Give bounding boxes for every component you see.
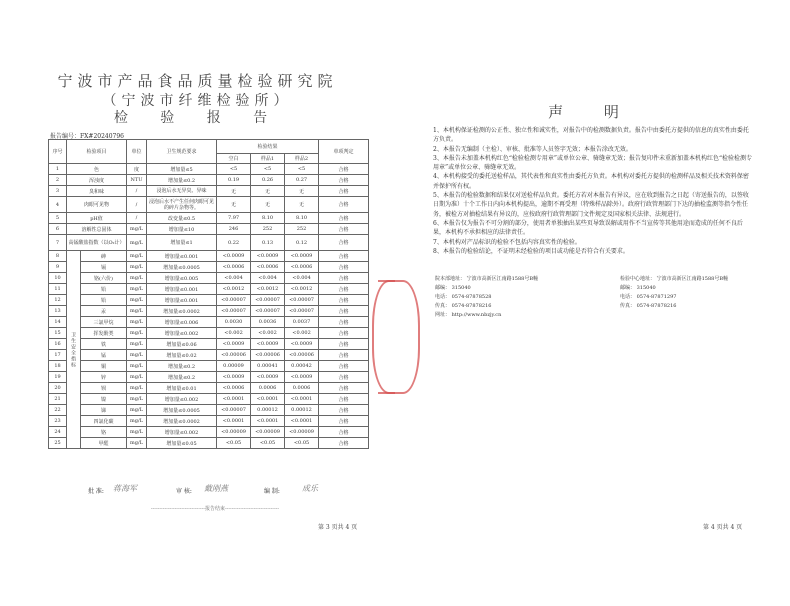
row-sample1: 0.00041 (251, 361, 285, 372)
row-blank: <0.00007 (217, 405, 251, 416)
table-row (49, 262, 369, 273)
row-blank: <0.0009 (217, 251, 251, 262)
table-row (49, 197, 369, 213)
row-limit: 改变量≤0.5 (147, 213, 217, 224)
contact-line: 网址： http://www.nbzjy.cn (435, 312, 502, 318)
row-sample1: <0.0012 (251, 284, 285, 295)
row-item: 汞 (81, 306, 127, 317)
row-unit: mg/L (127, 427, 147, 438)
row-limit: 增加量≤0.001 (147, 295, 217, 306)
row-seq: 9 (49, 262, 67, 273)
row-judge: 合格 (319, 197, 369, 213)
row-judge: 合格 (319, 328, 369, 339)
row-judge: 合格 (319, 175, 369, 186)
row-unit: 度 (127, 164, 147, 175)
row-seq: 6 (49, 224, 67, 235)
table-row (49, 350, 369, 361)
row-seq: 15 (49, 328, 67, 339)
header-blank: 空白 (217, 154, 251, 164)
row-limit: 浸泡后水无异臭、异味 (147, 186, 217, 197)
row-blank: <0.0009 (217, 339, 251, 350)
row-unit: mg/L (127, 372, 147, 383)
row-item: 臭和味 (67, 186, 127, 197)
row-seq: 7 (49, 235, 67, 251)
row-seq: 10 (49, 273, 67, 284)
row-sample2: <0.0012 (285, 284, 319, 295)
row-judge: 合格 (319, 284, 369, 295)
table-row (49, 328, 369, 339)
row-unit: mg/L (127, 383, 147, 394)
row-seq: 3 (49, 186, 67, 197)
table-row (49, 251, 369, 262)
contact-hq (435, 275, 538, 320)
row-blank: <0.00007 (217, 295, 251, 306)
row-limit: 增加量≤0.0002 (147, 416, 217, 427)
row-unit: mg/L (127, 295, 147, 306)
header-judge: 单项判定 (319, 140, 369, 164)
row-blank: 无 (217, 197, 251, 213)
prepare-signature: 成乐 (302, 484, 318, 493)
row-sample1: 8.10 (251, 213, 285, 224)
row-limit: 增加量≤0.002 (147, 394, 217, 405)
review-signature: 戴刚燕 (204, 484, 228, 493)
row-seq: 23 (49, 416, 67, 427)
row-unit: mg/L (127, 350, 147, 361)
row-unit: mg/L (127, 284, 147, 295)
contact-line: 检验中心地址： 宁波市高新区江南路1588号B幢 (620, 276, 728, 282)
row-unit: NTU (127, 175, 147, 186)
row-judge: 合格 (319, 372, 369, 383)
table-row (49, 394, 369, 405)
row-sample1: <0.0009 (251, 372, 285, 383)
row-limit: 增加量≤0.001 (147, 251, 217, 262)
row-judge: 合格 (319, 350, 369, 361)
declaration-item: 8、本报告的检验结论，不证明未经检验的项目或功能是否符合有关要求。 (433, 247, 629, 255)
approve-label: 批 准: (88, 488, 104, 495)
row-item: 铜 (81, 361, 127, 372)
table-row (49, 416, 369, 427)
row-unit: mg/L (127, 339, 147, 350)
row-sample1: 无 (251, 197, 285, 213)
row-item: 高锰酸盐指数（以O₂计） (67, 235, 127, 251)
row-limit: 增加量≤0.001 (147, 284, 217, 295)
row-seq: 14 (49, 317, 67, 328)
table-row (49, 224, 369, 235)
row-unit: mg/L (127, 262, 147, 273)
row-item: 肉眼可见物 (67, 197, 127, 213)
row-sample2: 0.12 (285, 235, 319, 251)
contact-line: 电话： 0574-87871297 (620, 294, 677, 300)
inspection-table-body (49, 164, 369, 449)
row-sample1: <0.0001 (251, 416, 285, 427)
table-row (49, 295, 369, 306)
row-item: 镉 (81, 262, 127, 273)
row-blank: <0.0001 (217, 394, 251, 405)
row-judge: 合格 (319, 361, 369, 372)
declaration-item: 1、本机构保证检测的公正性、独立性和诚实性，对报告中的检测数据负责。报告中由委托方提供的信息的真实性由委托方负责。 (433, 127, 749, 144)
declaration-item: 4、本机构接受的委托送检样品，其代表性和真实性由委托方负责。本机构对委托方提供的检测样品及相关技术资料保密并保护所有权。 (433, 173, 749, 190)
contact-line: 院本部地址： 宁波市高新区江南路1588号B幢 (435, 276, 538, 282)
row-unit: mg/L (127, 438, 147, 449)
row-blank: <0.00006 (217, 350, 251, 361)
declaration-title: 声 明 (548, 103, 637, 121)
header-item: 检验项目 (67, 140, 127, 164)
row-blank: 0.22 (217, 235, 251, 251)
row-judge: 合格 (319, 186, 369, 197)
row-blank: <0.0001 (217, 416, 251, 427)
row-judge: 合格 (319, 224, 369, 235)
row-sample2: <0.004 (285, 273, 319, 284)
table-row (49, 235, 369, 251)
institute-alt-name: （宁波市纤维检验所） (102, 93, 293, 109)
row-seq: 8 (49, 251, 67, 262)
row-blank: 0.0030 (217, 317, 251, 328)
row-limit: 增加量≤0.002 (147, 328, 217, 339)
row-blank: 246 (217, 224, 251, 235)
row-sample2: 无 (285, 197, 319, 213)
row-sample2: 252 (285, 224, 319, 235)
row-limit: 增加量≤0.01 (147, 383, 217, 394)
row-seq: 17 (49, 350, 67, 361)
row-judge: 合格 (319, 438, 369, 449)
row-unit: mg/L (127, 361, 147, 372)
row-unit: mg/L (127, 251, 147, 262)
row-blank: <0.0012 (217, 284, 251, 295)
row-sample2: 无 (285, 186, 319, 197)
row-sample2: <0.0009 (285, 372, 319, 383)
row-item: 锰 (81, 350, 127, 361)
row-seq: 18 (49, 361, 67, 372)
row-limit: 增加量≤0.002 (147, 427, 217, 438)
table-row (49, 186, 369, 197)
institute-name: 宁波市产品食品质量检验研究院 (57, 72, 338, 90)
row-limit: 增加量≤0.0005 (147, 405, 217, 416)
contact-line: 邮编： 315040 (620, 285, 656, 291)
row-sample1: 0.0036 (251, 317, 285, 328)
row-sample1: <0.00007 (251, 306, 285, 317)
table-row (49, 383, 369, 394)
row-unit: / (127, 197, 147, 213)
row-seq: 20 (49, 383, 67, 394)
declaration-list (433, 126, 753, 256)
row-seq: 19 (49, 372, 67, 383)
row-blank: 0.19 (217, 175, 251, 186)
row-sample1: 0.13 (251, 235, 285, 251)
row-blank: 0.00009 (217, 361, 251, 372)
row-sample1: 252 (251, 224, 285, 235)
header-limit: 卫生规范要求 (147, 140, 217, 164)
row-unit: mg/L (127, 394, 147, 405)
declaration-item: 3、本报告未加盖本机构红色“检验检测专用章”或单位公章、骑缝章无效；报告复印件未重新加盖本机构红色“检验检测专用章”或单位公章、骑缝章无效。 (433, 154, 753, 172)
row-seq: 22 (49, 405, 67, 416)
row-judge: 合格 (319, 251, 369, 262)
row-seq: 21 (49, 394, 67, 405)
row-judge: 合格 (319, 273, 369, 284)
group-label: 卫生安全指标 (67, 251, 81, 449)
row-seq: 24 (49, 427, 67, 438)
contact-line: 传真： 0574-87878216 (620, 303, 677, 309)
row-blank: 7.97 (217, 213, 251, 224)
table-row (49, 213, 369, 224)
table-row (49, 175, 369, 186)
contact-center (620, 275, 728, 311)
row-judge: 合格 (319, 262, 369, 273)
row-sample1: 0.00012 (251, 405, 285, 416)
row-judge: 合格 (319, 405, 369, 416)
page-number: 第 3 页共 4 页 (318, 524, 358, 531)
row-item: 浑浊度 (67, 175, 127, 186)
row-item: 铅 (81, 295, 127, 306)
row-item: 锑 (81, 405, 127, 416)
row-unit: mg/L (127, 416, 147, 427)
row-unit: mg/L (127, 235, 147, 251)
row-seq: 11 (49, 284, 67, 295)
row-limit: 增加量≤0.0005 (147, 262, 217, 273)
row-unit: mg/L (127, 405, 147, 416)
report-title: 检 验 报 告 (113, 110, 282, 126)
contact-line: 传真： 0574-87878216 (435, 303, 492, 309)
row-unit: / (127, 213, 147, 224)
table-row (49, 273, 369, 284)
page-number: 第 4 页共 4 页 (703, 524, 743, 531)
row-sample2: <0.0001 (285, 394, 319, 405)
contact-line: 邮编： 315040 (435, 285, 471, 291)
row-limit: 增加量≤0.02 (147, 350, 217, 361)
row-item: 铬(六价) (81, 273, 127, 284)
row-seq: 13 (49, 306, 67, 317)
row-sample1: <0.00007 (251, 295, 285, 306)
row-sample2: <0.0009 (285, 251, 319, 262)
row-sample1: <0.00009 (251, 427, 285, 438)
row-sample2: 8.10 (285, 213, 319, 224)
row-blank: <0.00009 (217, 427, 251, 438)
table-row (49, 427, 369, 438)
table-row (49, 361, 369, 372)
declaration-item: 7、本机构对产品标识的检验不包括内容真实性的检验。 (433, 238, 581, 246)
contact-line: 电话： 0574-87878528 (435, 294, 492, 300)
row-sample1: <0.0009 (251, 339, 285, 350)
seal-stamp-icon (378, 280, 420, 394)
header-sample2: 样品2 (285, 154, 319, 164)
row-sample1: <0.0001 (251, 394, 285, 405)
inspection-table (48, 139, 369, 449)
row-sample1: <0.004 (251, 273, 285, 284)
row-blank: <0.004 (217, 273, 251, 284)
table-row (49, 317, 369, 328)
declaration-item: 6、本报告仅为报告不可分割的部分，使用者单独抽出某些页导致误解或用作不当宣传等其他用途而造成的任何不良后果，本机构不承担相应的法律责任。 (433, 219, 743, 237)
row-seq: 5 (49, 213, 67, 224)
row-sample2: <5 (285, 164, 319, 175)
prepare-label: 编 制: (264, 488, 280, 495)
row-item: 镍 (81, 394, 127, 405)
row-item: 钡 (81, 383, 127, 394)
row-seq: 25 (49, 438, 67, 449)
row-sample1: 0.0006 (251, 383, 285, 394)
review-label: 审 核: (176, 488, 192, 495)
row-unit: mg/L (127, 328, 147, 339)
row-judge: 合格 (319, 383, 369, 394)
declaration-item: 5、本报告的检验数据和结果仅对送检样品负责。委托方若对本报告有异议，应在收到报告之日起（寄送报告的，以签收日期为准）十个工作日内向本机构提出，逾期不再受理（特殊样品除外）。政府行政管理部门下达的抽检监测等指令性任务，被检方对抽检结果有异议的，应按政府行政管理部门文件规定及国家相关法律、法规进行。 (433, 192, 749, 218)
row-sample2: <0.0001 (285, 416, 319, 427)
row-item: 铁 (81, 339, 127, 350)
table-row (49, 438, 369, 449)
row-sample2: 0.00012 (285, 405, 319, 416)
row-unit: mg/L (127, 224, 147, 235)
row-item: 铅 (81, 284, 127, 295)
row-limit: 增加量≤0.2 (147, 361, 217, 372)
row-judge: 合格 (319, 339, 369, 350)
row-judge: 合格 (319, 394, 369, 405)
row-sample2: <0.0006 (285, 262, 319, 273)
row-limit: 增加量≤1 (147, 235, 217, 251)
approve-signature: 蒋海军 (113, 484, 137, 493)
report-end-line: --------------------------------报告结束-------------------------------- (150, 506, 280, 512)
row-limit: 增加量≤10 (147, 224, 217, 235)
row-limit: 增加量≤0.2 (147, 372, 217, 383)
header-sample1: 样品1 (251, 154, 285, 164)
table-row (49, 306, 369, 317)
row-judge: 合格 (319, 164, 369, 175)
row-sample1: <0.0006 (251, 262, 285, 273)
row-blank: <0.0009 (217, 372, 251, 383)
row-sample2: 0.0006 (285, 383, 319, 394)
row-sample1: 0.26 (251, 175, 285, 186)
row-blank: 无 (217, 186, 251, 197)
row-sample2: <0.00009 (285, 427, 319, 438)
row-sample2: 0.00042 (285, 361, 319, 372)
header-result: 检验结果 (217, 140, 319, 154)
row-sample1: <0.00006 (251, 350, 285, 361)
row-unit: mg/L (127, 317, 147, 328)
row-sample2: <0.00006 (285, 350, 319, 361)
row-limit: 增加量≤5 (147, 164, 217, 175)
declaration-item: 2、本报告无编制（主检）、审核、批准等人员签字无效；本报告涂改无效。 (433, 145, 632, 153)
row-blank: <5 (217, 164, 251, 175)
row-judge: 合格 (319, 306, 369, 317)
row-item: 四氯化碳 (81, 416, 127, 427)
row-judge: 合格 (319, 416, 369, 427)
row-blank: <0.0006 (217, 383, 251, 394)
table-row (49, 339, 369, 350)
row-limit: 增加量≤0.06 (147, 339, 217, 350)
row-item: 溶解性总固体 (67, 224, 127, 235)
row-seq: 1 (49, 164, 67, 175)
row-unit: mg/L (127, 273, 147, 284)
row-blank: <0.05 (217, 438, 251, 449)
row-judge: 合格 (319, 427, 369, 438)
header-unit: 单位 (127, 140, 147, 164)
row-judge: 合格 (319, 317, 369, 328)
row-judge: 合格 (319, 235, 369, 251)
row-item: 铬 (81, 427, 127, 438)
row-item: 锌 (81, 372, 127, 383)
row-judge: 合格 (319, 213, 369, 224)
row-item: 色 (67, 164, 127, 175)
row-sample2: <0.002 (285, 328, 319, 339)
row-sample2: 0.0037 (285, 317, 319, 328)
row-sample1: <0.0009 (251, 251, 285, 262)
row-judge: 合格 (319, 295, 369, 306)
row-item: pH值 (67, 213, 127, 224)
row-seq: 2 (49, 175, 67, 186)
declaration-page (395, 0, 790, 606)
row-limit: 增加量≤0.0002 (147, 306, 217, 317)
row-blank: <0.0006 (217, 262, 251, 273)
row-limit: 增加量≤0.2 (147, 175, 217, 186)
row-blank: <0.002 (217, 328, 251, 339)
row-blank: <0.00007 (217, 306, 251, 317)
row-sample1: <0.05 (251, 438, 285, 449)
row-item: 砷 (81, 251, 127, 262)
row-sample2: <0.05 (285, 438, 319, 449)
row-limit: 浸泡后水不产生任何肉眼可见的碎片杂物等。 (147, 197, 217, 213)
row-sample2: <0.0009 (285, 339, 319, 350)
row-limit: 增加量≤0.005 (147, 273, 217, 284)
row-unit: / (127, 186, 147, 197)
row-sample1: 无 (251, 186, 285, 197)
row-seq: 4 (49, 197, 67, 213)
row-item: 三氯甲烷 (81, 317, 127, 328)
row-seq: 16 (49, 339, 67, 350)
row-unit: mg/L (127, 306, 147, 317)
row-limit: 增加量≤0.006 (147, 317, 217, 328)
row-sample2: <0.00007 (285, 295, 319, 306)
table-row (49, 372, 369, 383)
row-sample2: <0.00007 (285, 306, 319, 317)
header-seq: 序号 (49, 140, 67, 164)
row-item: 甲醛 (81, 438, 127, 449)
row-sample2: 0.27 (285, 175, 319, 186)
row-seq: 12 (49, 295, 67, 306)
row-sample1: <5 (251, 164, 285, 175)
table-row (49, 405, 369, 416)
row-item: 挥发酚类 (81, 328, 127, 339)
row-limit: 增加量≤0.05 (147, 438, 217, 449)
report-number: 报告编号：FX#20240796 (50, 133, 125, 140)
table-row (49, 284, 369, 295)
row-sample1: <0.002 (251, 328, 285, 339)
table-row (49, 164, 369, 175)
